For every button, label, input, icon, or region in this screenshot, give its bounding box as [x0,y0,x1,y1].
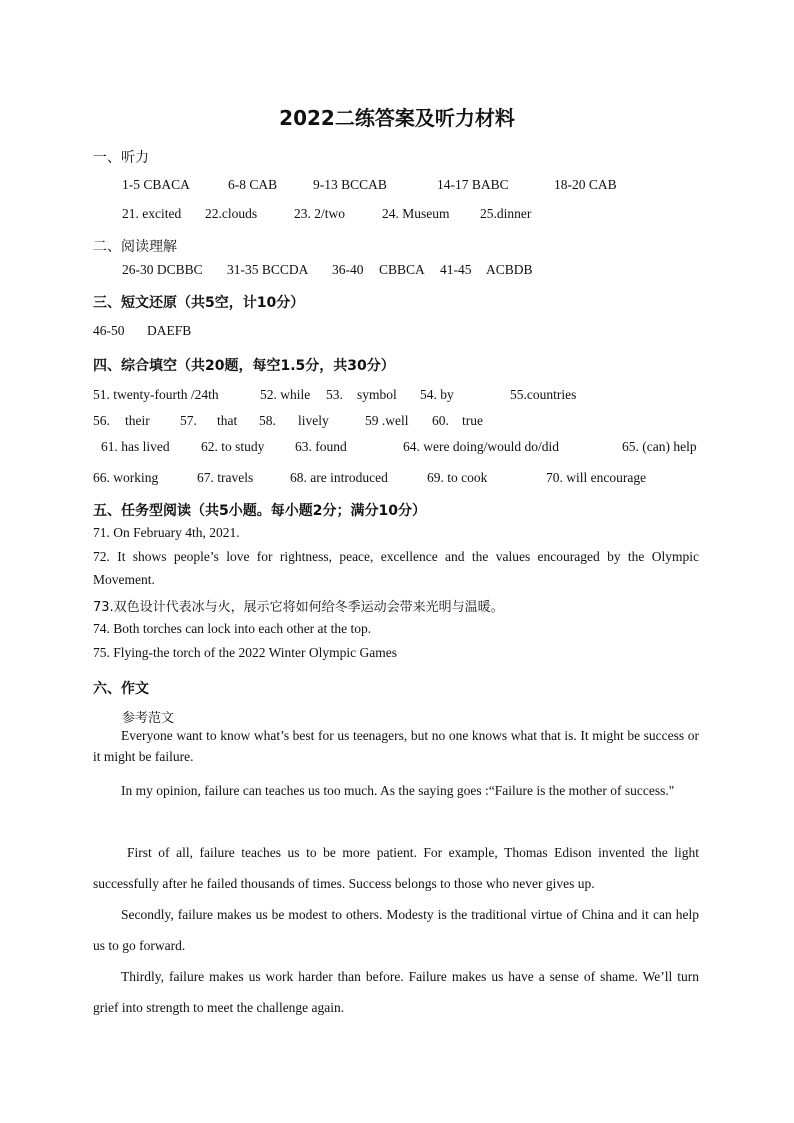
answer-52: 52. while [260,387,311,402]
essay-paragraph-2: In my opinion, failure can teaches us too much. As the saying goes :“Failure is the mother of success." [121,783,675,798]
label-53: 53. [326,387,343,402]
answer-74: 74. Both torches can lock into each other at the top. [93,621,372,636]
answer-24: 24. Museum [382,206,450,221]
answer-58: lively [298,413,329,428]
label-60: 60. [432,413,449,428]
answer-9-13: 9-13 BCCAB [313,177,387,192]
label-41-45: 41-45 [440,262,472,277]
answer-73: 73.双色设计代表冰与火，展示它将如何给冬季运动会带来光明与温暖。 [93,600,504,615]
answer-53: symbol [357,387,397,402]
answer-6-8: 6-8 CAB [228,177,278,192]
page-title: 2022二练答案及听力材料 [279,106,515,130]
answer-23: 23. 2/two [294,206,346,221]
answer-57: that [217,413,238,428]
answer-56: their [125,413,150,428]
answer-63: 63. found [295,439,347,454]
answer-21: 21. excited [122,206,182,221]
answer-26-30: 26-30 DCBBC [122,262,203,277]
answer-67: 67. travels [197,470,254,485]
section-heading-cloze: 四、综合填空（共20题，每空1.5分，共30分） [93,358,395,374]
answer-55: 55.countries [510,387,577,402]
answer-70: 70. will encourage [546,470,647,485]
answer-65: 65. (can) help [622,439,697,454]
answer-59: 59 .well [365,413,409,428]
label-57: 57. [180,413,197,428]
answer-60: true [462,413,483,428]
answer-51: 51. twenty-fourth /24th [93,387,219,402]
answer-31-35: 31-35 BCCDA [227,262,309,277]
answer-22: 22.clouds [205,206,258,221]
essay-paragraph-3: First of all, failure teaches us to be more patient. For example, Thomas Edison invented the light successfully after he failed thousands of times. Success belongs to those who never gives up. [93,845,699,891]
section-heading-listening: 一、听力 [93,150,149,166]
answer-18-20: 18-20 CAB [554,177,617,192]
answer-61: 61. has lived [101,439,170,454]
section-heading-writing: 六、作文 [93,681,149,697]
label-58: 58. [259,413,276,428]
answer-62: 62. to study [201,439,265,454]
answer-68: 68. are introduced [290,470,388,485]
answer-46-50: DAEFB [147,323,192,338]
section-heading-passage: 三、短文还原（共5空，计10分） [93,295,305,311]
label-46-50: 46-50 [93,323,125,338]
answer-54: 54. by [420,387,454,402]
answer-72: 72. It shows people’s love for rightness, peace, excellence and the values encouraged by the Olympic Movement. [93,549,699,587]
section-heading-task-reading: 五、任务型阅读（共5小题。每小题2分；满分10分） [93,503,426,519]
sample-essay-label: 参考范文 [122,711,175,726]
answer-14-17: 14-17 BABC [437,177,509,192]
answer-64: 64. were doing/would do/did [403,439,559,454]
answer-69: 69. to cook [427,470,488,485]
label-36-40: 36-40 [332,262,364,277]
answer-36-40: CBBCA [379,262,425,277]
answer-1-5: 1-5 CBACA [122,177,190,192]
answer-71: 71. On February 4th, 2021. [93,525,240,540]
answer-25: 25.dinner [480,206,532,221]
essay-paragraph-5: Thirdly, failure makes us work harder than before. Failure makes us have a sense of shame. We’ll turn grief into strength to meet the challenge again. [93,969,699,1015]
essay-paragraph-4: Secondly, failure makes us be modest to others. Modesty is the traditional virtue of China and it can help us to go forward. [93,907,699,953]
answer-66: 66. working [93,470,159,485]
label-56: 56. [93,413,110,428]
section-heading-reading: 二、阅读理解 [93,239,177,255]
answer-41-45: ACBDB [486,262,533,277]
answer-75: 75. Flying-the torch of the 2022 Winter Olympic Games [93,645,398,660]
essay-paragraph-1: Everyone want to know what’s best for us teenagers, but no one knows what that is. It might be success or it might be failure. [93,728,699,764]
